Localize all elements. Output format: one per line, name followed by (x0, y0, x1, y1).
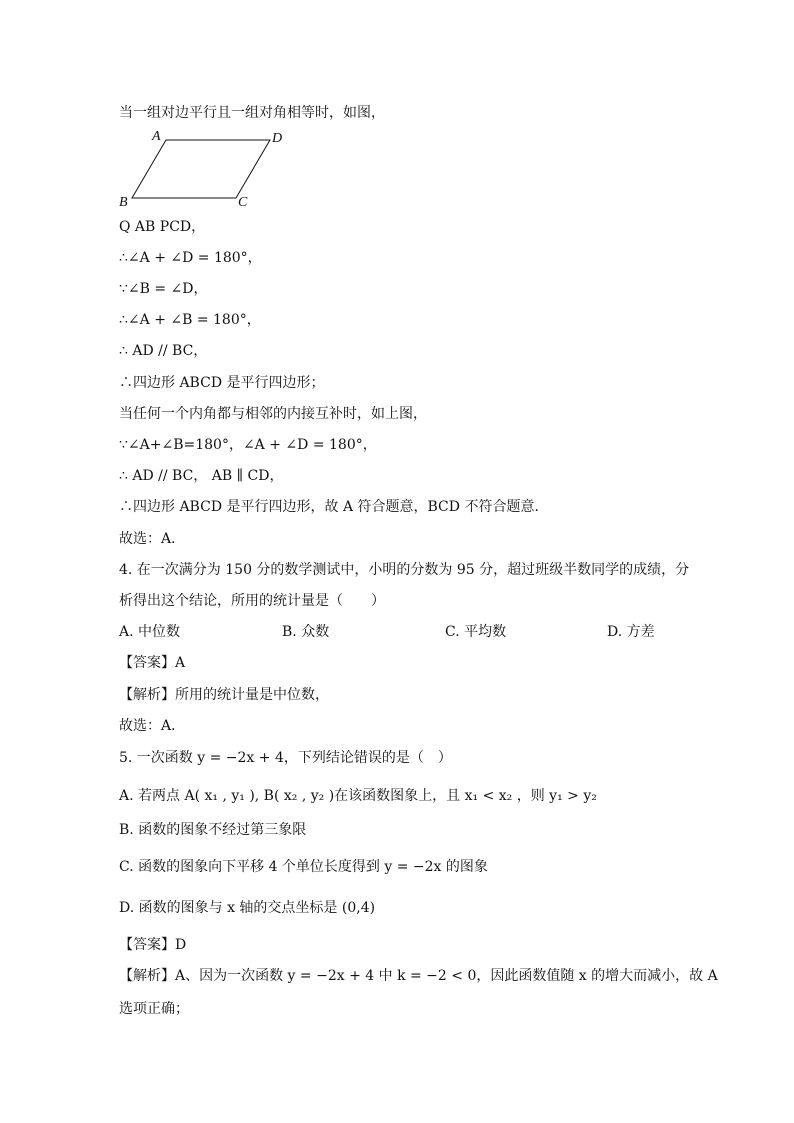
question-4-line-2: 析得出这个结论，所用的统计量是（ ） (119, 593, 385, 609)
vertex-label-d: D (272, 131, 283, 146)
question-5-option-c: C. 函数的图象向下平移 4 个单位长度得到 y = −2x 的图象 (119, 859, 488, 875)
solution-line-6: ∴ AD // BC， (119, 343, 208, 359)
question-4-option-c: C. 平均数 (445, 624, 507, 640)
question-5-answer: 【答案】D (119, 937, 187, 953)
question-4-selection: 故选：A． (119, 718, 186, 734)
solution-line-12: 故选：A． (119, 531, 186, 547)
solution-line-9: ∵∠A+∠B=180°，∠A + ∠D = 180°， (119, 437, 377, 453)
solution-line-7: ∴四边形 ABCD 是平行四边形； (119, 375, 325, 391)
question-4-answer: 【答案】A (119, 655, 186, 671)
solution-line-2: Q AB PCD， (119, 219, 206, 235)
solution-line-10: ∴ AD // BC， AB ∥ CD， (119, 468, 284, 484)
question-5-option-d: D. 函数的图象与 x 轴的交点坐标是 (0,4) (119, 900, 376, 916)
vertex-label-b: B (119, 195, 128, 210)
solution-line-3: ∴∠A + ∠D = 180°， (119, 250, 262, 266)
solution-line-4: ∵∠B = ∠D， (119, 281, 208, 297)
question-4-option-d: D. 方差 (607, 624, 655, 640)
question-5-stem: 5. 一次函数 y = −2x + 4，下列结论错误的是（ ） (119, 750, 452, 766)
question-4-option-a: A. 中位数 (119, 624, 181, 640)
question-4-explanation: 【解析】所用的统计量是中位数， (119, 687, 329, 703)
question-5-option-b: B. 函数的图象不经过第三象限 (119, 822, 307, 838)
question-4-line-1: 4. 在一次满分为 150 分的数学测试中，小明的分数为 95 分，超过班级半数同学的成绩，分 (119, 562, 690, 578)
solution-line-5: ∴∠A + ∠B = 180°， (119, 312, 261, 328)
solution-line-1: 当一组对边平行且一组对角相等时，如图， (119, 105, 385, 121)
question-5-explanation-line-2: 选项正确； (119, 1001, 189, 1017)
solution-line-11: ∴四边形 ABCD 是平行四边形，故 A 符合题意，BCD 不符合题意． (119, 499, 549, 515)
question-5-option-a: A. 若两点 A( x₁ , y₁ ), B( x₂ , y₂ )在该函数图象上，且 x₁ < x₂ ，则 y₁ > y₂ (119, 788, 597, 804)
question-5-explanation-line-1: 【解析】A、因为一次函数 y = −2x + 4 中 k = −2 < 0，因此函数值随 x 的增大而减小，故 A (119, 968, 718, 984)
question-4-option-b: B. 众数 (282, 624, 330, 640)
parallelogram-figure (114, 128, 294, 210)
parallelogram-shape (132, 140, 270, 198)
solution-line-8: 当任何一个内角都与相邻的内接互补时，如上图， (119, 406, 427, 422)
vertex-label-a: A (152, 129, 161, 144)
vertex-label-c: C (238, 195, 248, 210)
